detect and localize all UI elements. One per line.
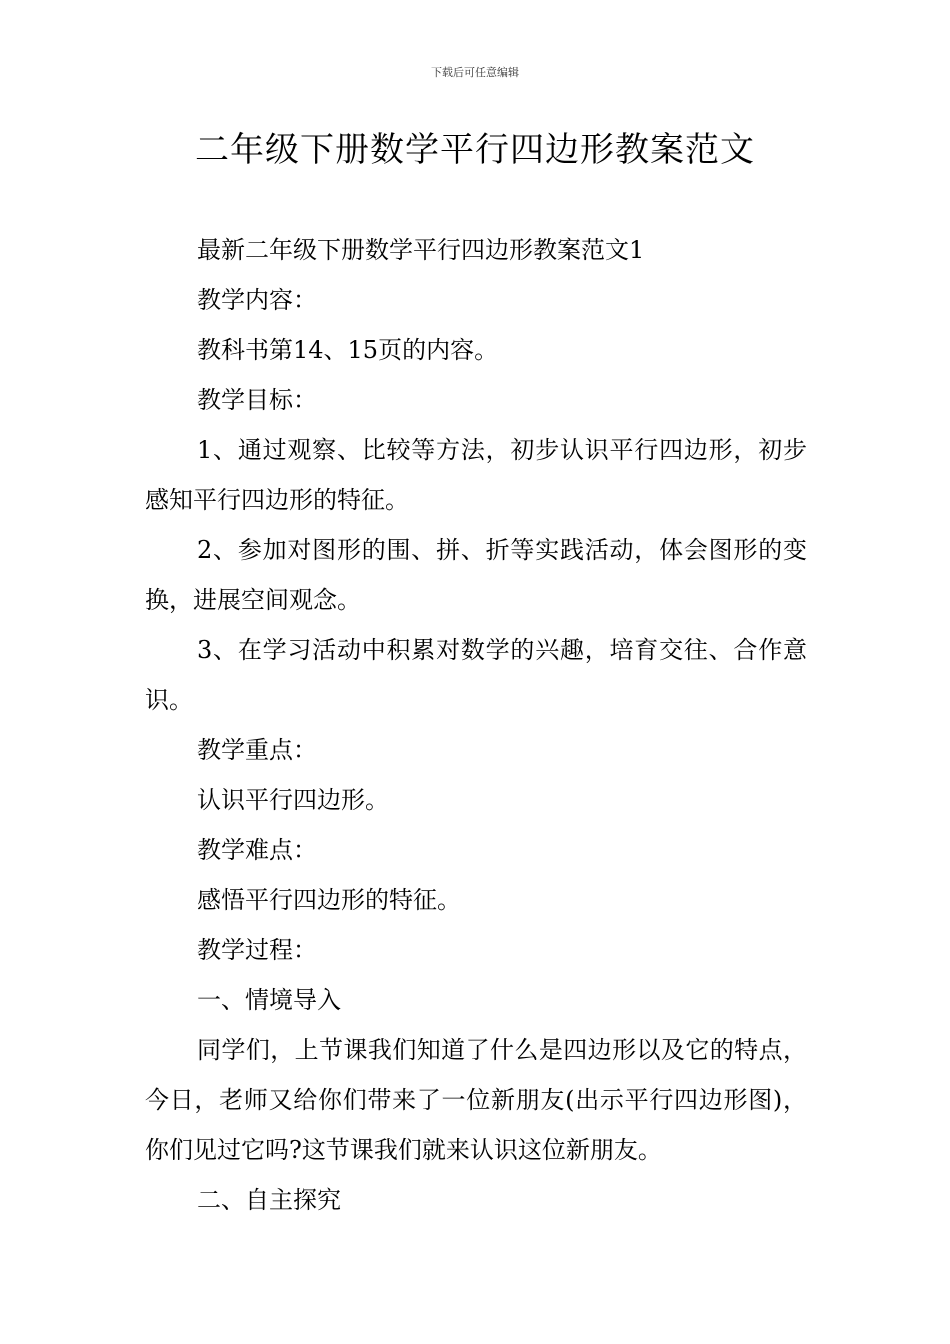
paragraph: 一、情境导入 <box>197 986 341 1014</box>
paragraph: 二、自主探究 <box>197 1186 341 1214</box>
paragraph: 3、在学习活动中积累对数学的兴趣，培育交往、合作意识。 <box>145 636 807 714</box>
paragraph: 最新二年级下册数学平行四边形教案范文1 <box>197 236 645 264</box>
paragraph: 教学过程： <box>197 936 317 964</box>
header-note: 下载后可任意编辑 <box>431 66 519 79</box>
paragraph: 1、通过观察、比较等方法，初步认识平行四边形，初步感知平行四边形的特征。 <box>145 436 807 514</box>
document-title: 二年级下册数学平行四边形教案范文 <box>195 130 755 170</box>
paragraph: 教科书第14、15页的内容。 <box>197 336 499 364</box>
paragraph: 2、参加对图形的围、拼、折等实践活动，体会图形的变换，进展空间观念。 <box>145 536 807 614</box>
paragraph: 教学难点： <box>197 836 317 864</box>
paragraph: 教学目标： <box>197 386 317 414</box>
paragraph: 教学内容： <box>197 286 317 314</box>
paragraph: 认识平行四边形。 <box>197 786 389 814</box>
paragraph: 感悟平行四边形的特征。 <box>197 886 461 914</box>
document-body <box>145 225 807 1225</box>
paragraph: 教学重点： <box>197 736 317 764</box>
paragraph: 同学们，上节课我们知道了什么是四边形以及它的特点，今日，老师又给你们带来了一位新朋友(出示平行四边形图)，你们见过它吗?这节课我们就来认识这位新朋友。 <box>145 1036 807 1164</box>
